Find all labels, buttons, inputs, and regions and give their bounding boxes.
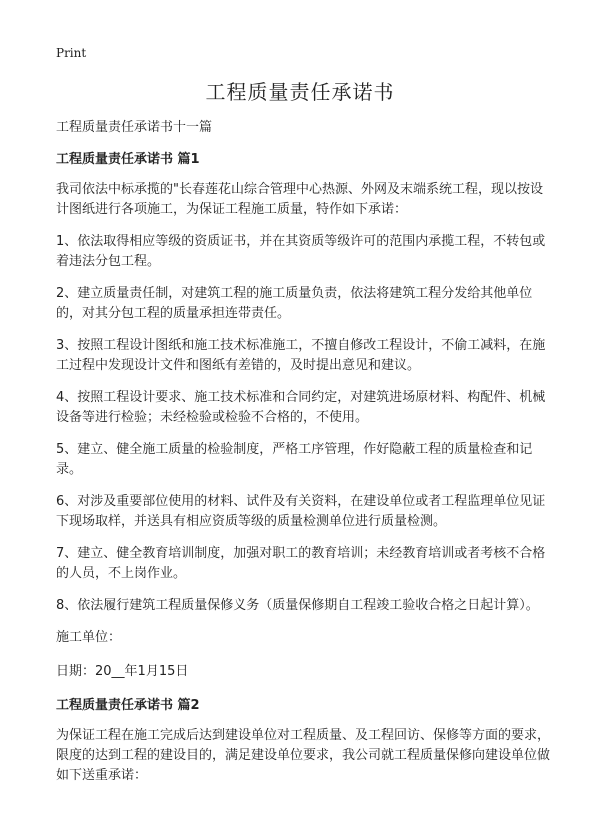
section1-intro: 我司依法中标承揽的"长春莲花山综合管理中心热源、外网及末端系统工程，现以按设计图纸进行各项施工，为保证工程施工质量，特作如下承诺：	[56, 182, 543, 217]
section2-intro: 为保证工程在施工完成后达到建设单位对工程质量、及工程回访、保修等方面的要求，限度的达到工程的建设目的，满足建设单位要求，我公司就工程质量保修向建设单位做如下送重承诺：	[56, 728, 551, 783]
construction-unit-label: 施工单位：	[56, 630, 122, 645]
commitment-item-4: 4、按照工程设计要求、施工技术标准和合同约定，对建筑进场原材料、构配件、机械设备等进行检验；未经检验或检验不合格的，不使用。	[56, 390, 546, 425]
document-body	[56, 118, 550, 798]
commitment-item-3: 3、按照工程设计图纸和施工技术标准施工，不擅自修改工程设计，不偷工减料，在施工过程中发现设计文件和图纸有差错的，及时提出意见和建议。	[56, 338, 546, 373]
document-title: 工程质量责任承诺书	[205, 80, 395, 104]
print-link[interactable]: Print	[56, 46, 87, 60]
commitment-item-2: 2、建立质量责任制，对建筑工程的施工质量负责，依法将建筑工程分发给其他单位的，对其分包工程的质量承担连带责任。	[56, 286, 533, 321]
commitment-item-6: 6、对涉及重要部位使用的材料、试件及有关资料，在建设单位或者工程监理单位见证下现场取样，并送具有相应资质等级的质量检测单位进行质量检测。	[56, 494, 546, 529]
date-label: 日期：20__年1月15日	[56, 664, 189, 679]
commitment-item-7: 7、建立、健全教育培训制度，加强对职工的教育培训；未经教育培训或者考核不合格的人员，不上岗作业。	[56, 546, 546, 581]
commitment-item-1: 1、依法取得相应等级的资质证书，并在其资质等级许可的范围内承揽工程，不转包或着违法分包工程。	[56, 234, 546, 269]
commitment-item-8: 8、依法履行建筑工程质量保修义务（质量保修期自工程竣工验收合格之日起计算）。	[56, 598, 539, 613]
section-heading-2: 工程质量责任承诺书 篇2	[56, 698, 200, 713]
section-heading-1: 工程质量责任承诺书 篇1	[56, 152, 200, 167]
commitment-item-5: 5、建立、健全施工质量的检验制度，严格工序管理，作好隐蔽工程的质量检查和记录。	[56, 442, 533, 477]
document-subtitle: 工程质量责任承诺书十一篇	[56, 120, 213, 135]
